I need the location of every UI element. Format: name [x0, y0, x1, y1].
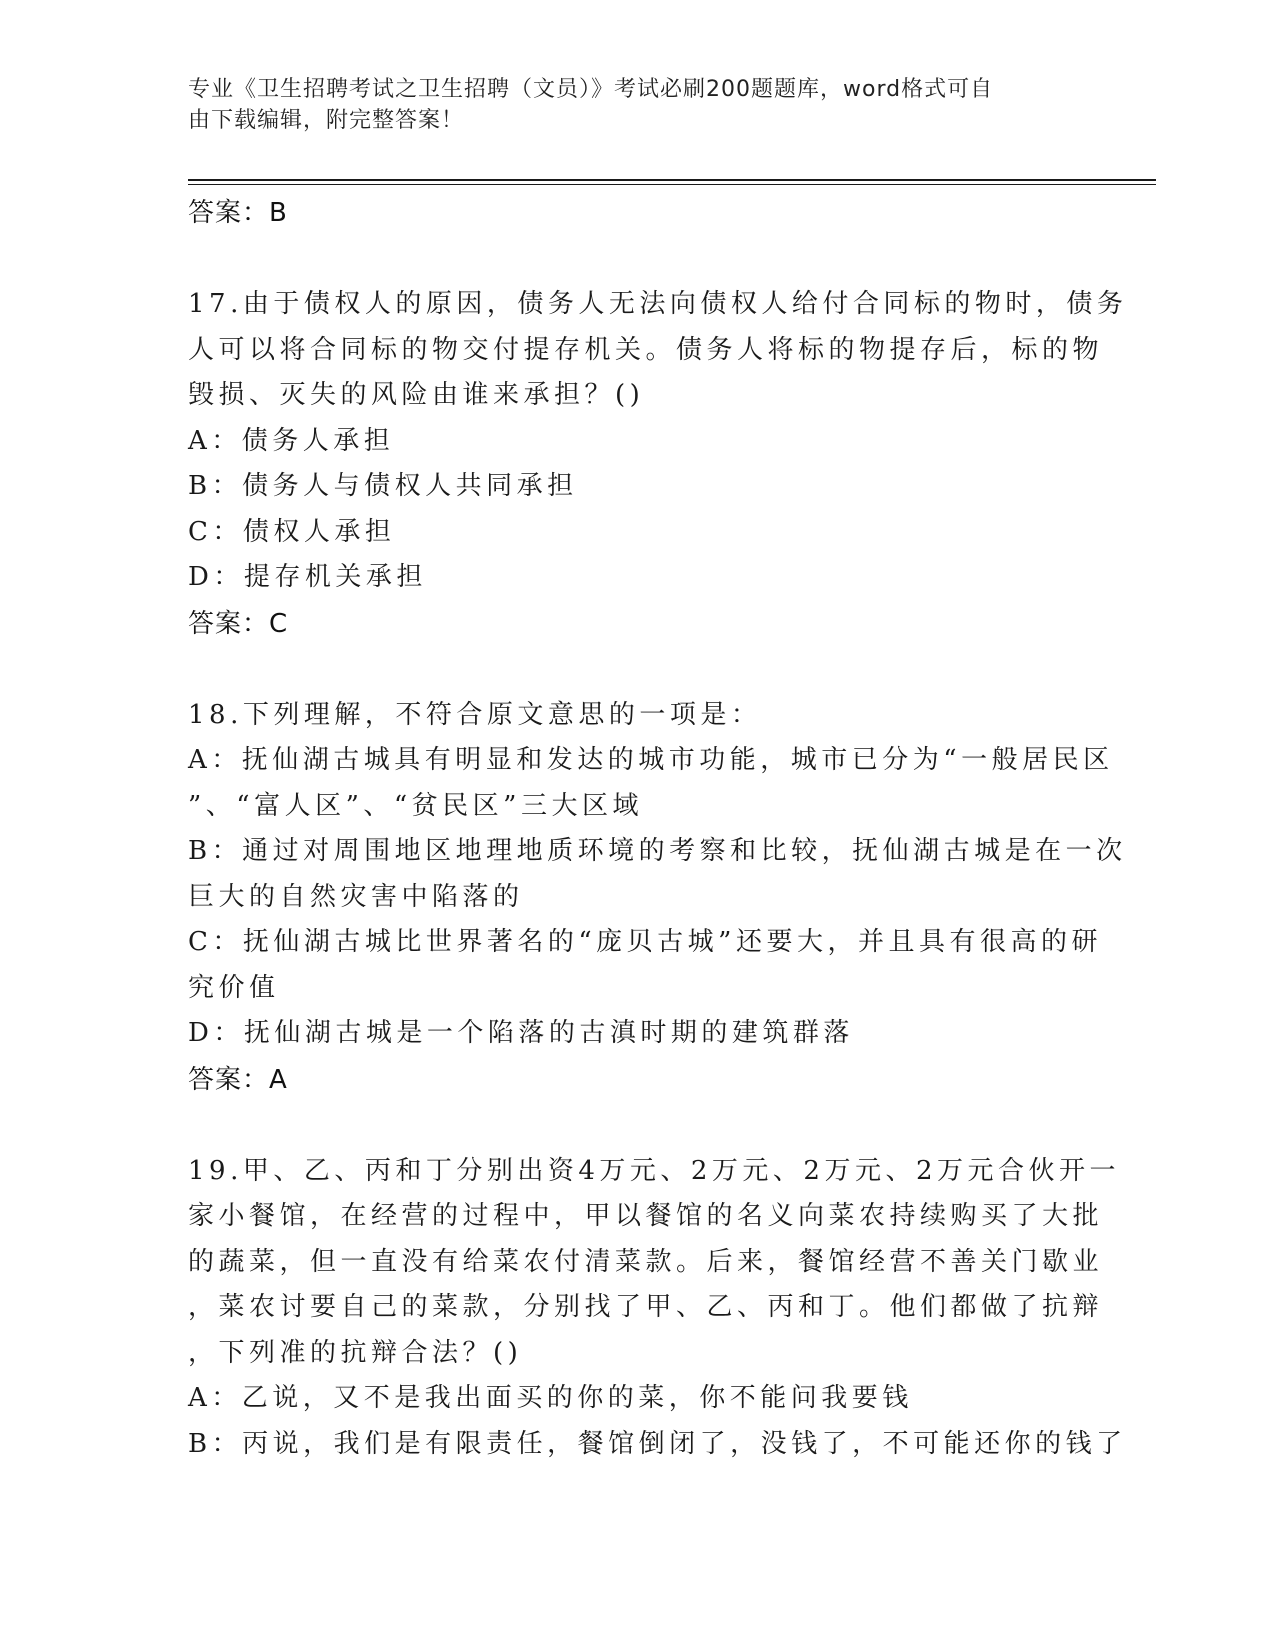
header-divider-thick [188, 179, 1156, 181]
answer-line: 答案：B [188, 198, 288, 228]
question-stem-line: 17.由于债权人的原因，债务人无法向债权人给付合同标的物时，债务 [188, 289, 1128, 319]
question-stem-line: ，菜农讨要自己的菜款，分别找了甲、乙、丙和丁。他们都做了抗辩 [188, 1292, 1104, 1322]
option-b-continued: 巨大的自然灾害中陷落的 [188, 881, 524, 912]
question-18 [188, 693, 1127, 1103]
document-body [188, 190, 1128, 1467]
spacer [188, 1103, 1088, 1149]
option-d: D：提存机关承担 [188, 562, 427, 592]
page-header [188, 74, 1068, 136]
question-17 [188, 282, 1128, 647]
option-c: C：债权人承担 [188, 516, 396, 547]
option-b: B：债务人与债权人共同承担 [188, 471, 578, 501]
question-stem-line: ，下列准的抗辩合法？() [188, 1337, 523, 1368]
answer-line: 答案：A [188, 1064, 288, 1095]
spacer [188, 236, 1088, 282]
header-line: 专业《卫生招聘考试之卫生招聘（文员）》考试必刷200题题库，word格式可自 [188, 77, 994, 102]
answer-line: 答案：C [188, 608, 289, 639]
question-stem-line: 19.甲、乙、丙和丁分别出资4万元、2万元、2万元、2万元合伙开一 [188, 1155, 1121, 1186]
option-a-continued: ”、“富人区”、“贫民区”三大区域 [188, 790, 643, 821]
spacer [188, 647, 1088, 693]
option-b: B：通过对周围地区地理地质环境的考察和比较，抚仙湖古城是在一次 [188, 836, 1127, 866]
option-a: A：抚仙湖古城具有明显和发达的城市功能，城市已分为“一般居民区 [188, 745, 1114, 775]
question-19 [188, 1149, 1127, 1468]
option-a: A：乙说，又不是我出面买的你的菜，你不能问我要钱 [188, 1383, 913, 1413]
header-line: 由下载编辑，附完整答案！ [188, 108, 465, 133]
question-stem-line: 毁损、灭失的风险由谁来承担？() [188, 380, 645, 410]
question-stem-line: 的蔬菜，但一直没有给菜农付清菜款。后来，餐馆经营不善关门歇业 [188, 1246, 1104, 1277]
option-c-continued: 究价值 [188, 972, 280, 1003]
question-stem-line: 人可以将合同标的物交付提存机关。债务人将标的物提存后，标的物 [188, 334, 1104, 365]
question-stem-line: 家小餐馆，在经营的过程中，甲以餐馆的名义向菜农持续购买了大批 [188, 1201, 1104, 1231]
option-b: B：丙说，我们是有限责任，餐馆倒闭了，没钱了，不可能还你的钱了 [188, 1428, 1127, 1459]
header-divider-thin [188, 184, 1156, 185]
option-a: A：债务人承担 [188, 425, 395, 456]
option-d: D：抚仙湖古城是一个陷落的古滇时期的建筑群落 [188, 1018, 854, 1048]
question-stem-line: 18.下列理解，不符合原文意思的一项是： [188, 699, 762, 730]
option-c: C：抚仙湖古城比世界著名的“庞贝古城”还要大，并且具有很高的研 [188, 927, 1102, 957]
